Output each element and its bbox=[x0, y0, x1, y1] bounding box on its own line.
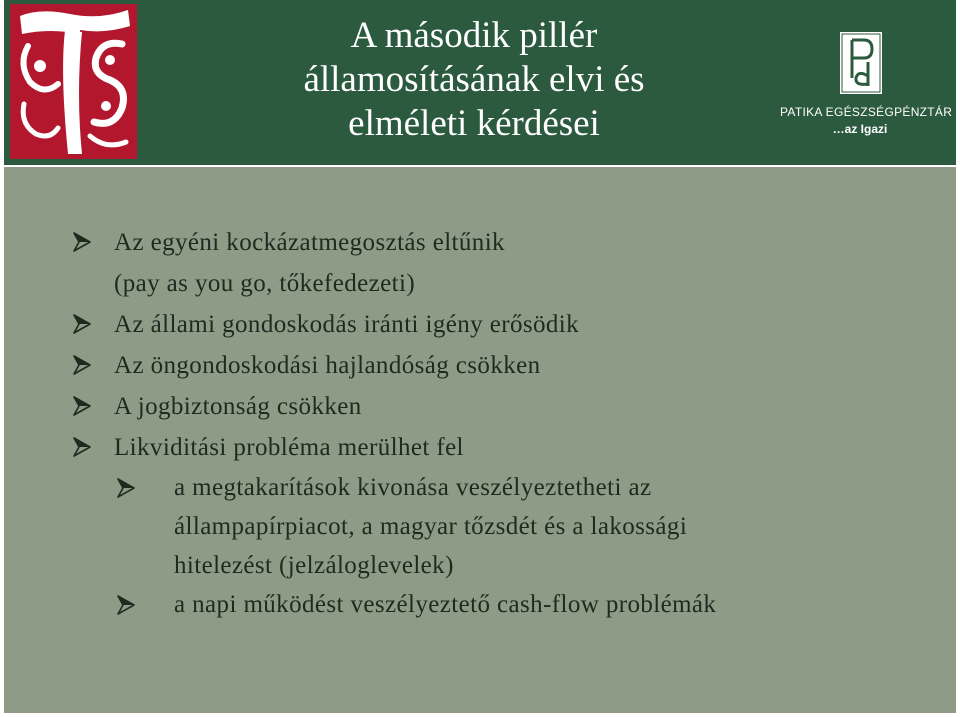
bullet-text-line: A jogbiztonság csökken bbox=[114, 393, 362, 420]
bullet-text-line: Az öngondoskodási hajlandóság csökken bbox=[114, 352, 541, 379]
title-line-3: elméleti kérdései bbox=[348, 103, 600, 144]
slide-body bbox=[4, 167, 956, 713]
bullet-text-line: hitelezést (jelzáloglevelek) bbox=[174, 552, 454, 579]
patika-brand-name: PATIKA EGÉSZSÉGPÉNZTÁR bbox=[780, 105, 953, 119]
title-line-1: A második pillér bbox=[350, 15, 598, 56]
bullet-text-line: Az egyéni kockázatmegosztás eltűnik bbox=[114, 229, 505, 256]
arrow-bullet-icon bbox=[116, 594, 136, 616]
ornamental-t-icon bbox=[10, 4, 137, 159]
title-line-2: államosításának elvi és bbox=[303, 59, 645, 100]
bullet-text-line: Az állami gondoskodás iránti igény erősödik bbox=[114, 311, 580, 338]
patika-logo bbox=[780, 30, 953, 142]
bullet-text-line: a napi működést veszélyeztető cash-flow problémák bbox=[174, 591, 717, 618]
bullet-text-line: (pay as you go, tőkefedezeti) bbox=[114, 270, 416, 297]
bullet-text-line: állampapírpiacot, a magyar tőzsdét és a lakossági bbox=[174, 513, 688, 540]
arrow-bullet-icon bbox=[72, 395, 92, 417]
bullet-text-line: a megtakarítások kivonása veszélyeztetheti az bbox=[174, 474, 652, 501]
slide-title bbox=[174, 14, 774, 146]
arrow-bullet-icon bbox=[72, 313, 92, 335]
arrow-bullet-icon bbox=[72, 231, 92, 253]
ornamental-letter-t-logo bbox=[10, 4, 137, 159]
slide-header bbox=[4, 0, 956, 165]
arrow-bullet-icon bbox=[72, 354, 92, 376]
patika-pd-monogram-icon bbox=[840, 32, 882, 94]
arrow-bullet-icon bbox=[116, 477, 136, 499]
patika-tagline: …az Igazi bbox=[832, 122, 888, 136]
bullet-list bbox=[4, 167, 956, 713]
arrow-bullet-icon bbox=[72, 436, 92, 458]
bullet-text-line: Likviditási probléma merülhet fel bbox=[114, 434, 464, 461]
